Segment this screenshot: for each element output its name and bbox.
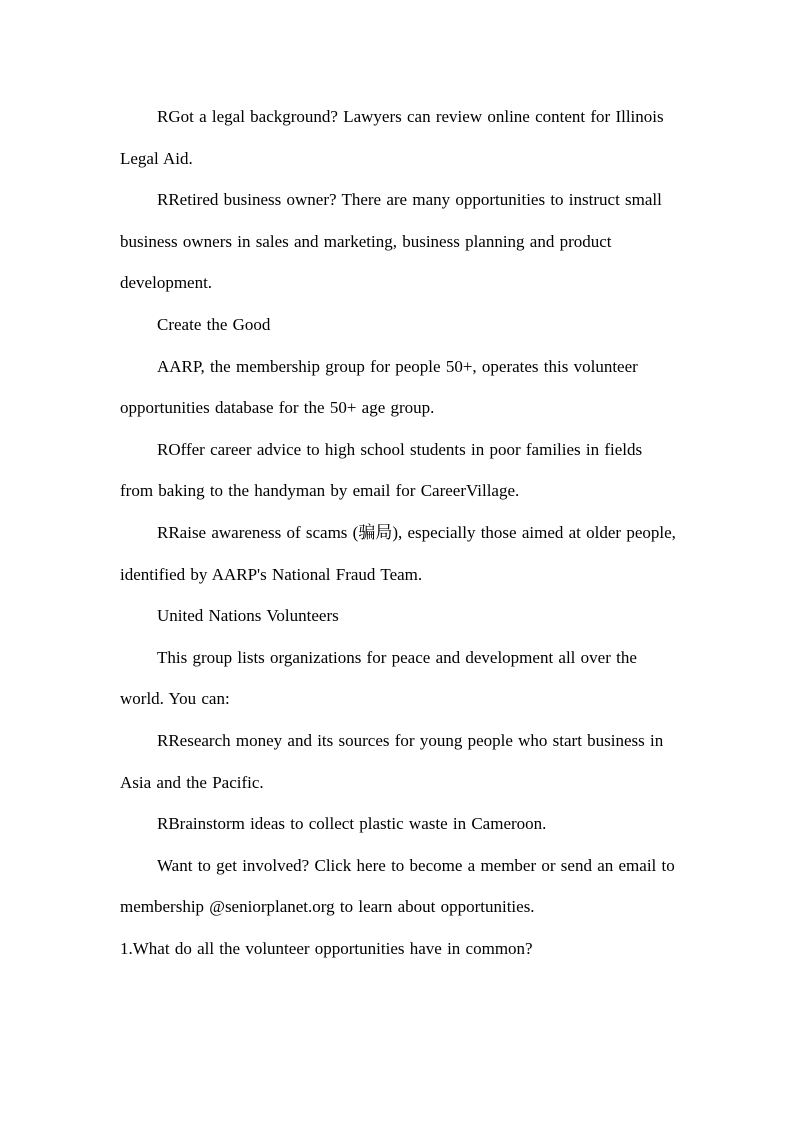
heading-create-the-good: Create the Good [157,314,271,334]
heading-united-nations-volunteers: United Nations Volunteers [157,606,339,626]
paragraph-brainstorm: RBrainstorm ideas to collect plastic waste in Cameroon. [157,814,547,834]
paragraph-research-money: RResearch money and its sources for young people who start business in Asia and the Pacific. [120,730,664,792]
paragraph-scams: RRaise awareness of scams (骗局), especially those aimed at older people, identified by AARP's National Fraud Team. [120,522,676,584]
paragraph-career-advice: ROffer career advice to high school students in poor families in fields from baking to the handyman by email for CareerVillage. [120,439,643,501]
document-body [120,96,680,969]
paragraph-aarp: AARP, the membership group for people 50+, operates this volunteer opportunities database for the 50+ age group. [120,356,638,418]
paragraph-un-group: This group lists organizations for peace and development all over the world. You can: [120,647,637,709]
paragraph-get-involved: Want to get involved? Click here to become a member or send an email to membership @seniorplanet.org to learn about opportunities. [120,855,675,917]
paragraph-retired-business-owner: RRetired business owner? There are many opportunities to instruct small business owners in sales and marketing, business planning and product development. [120,190,662,293]
paragraph-legal-background: RGot a legal background? Lawyers can review online content for Illinois Legal Aid. [120,107,664,168]
question-1: 1.What do all the volunteer opportunities have in common? [120,938,533,958]
